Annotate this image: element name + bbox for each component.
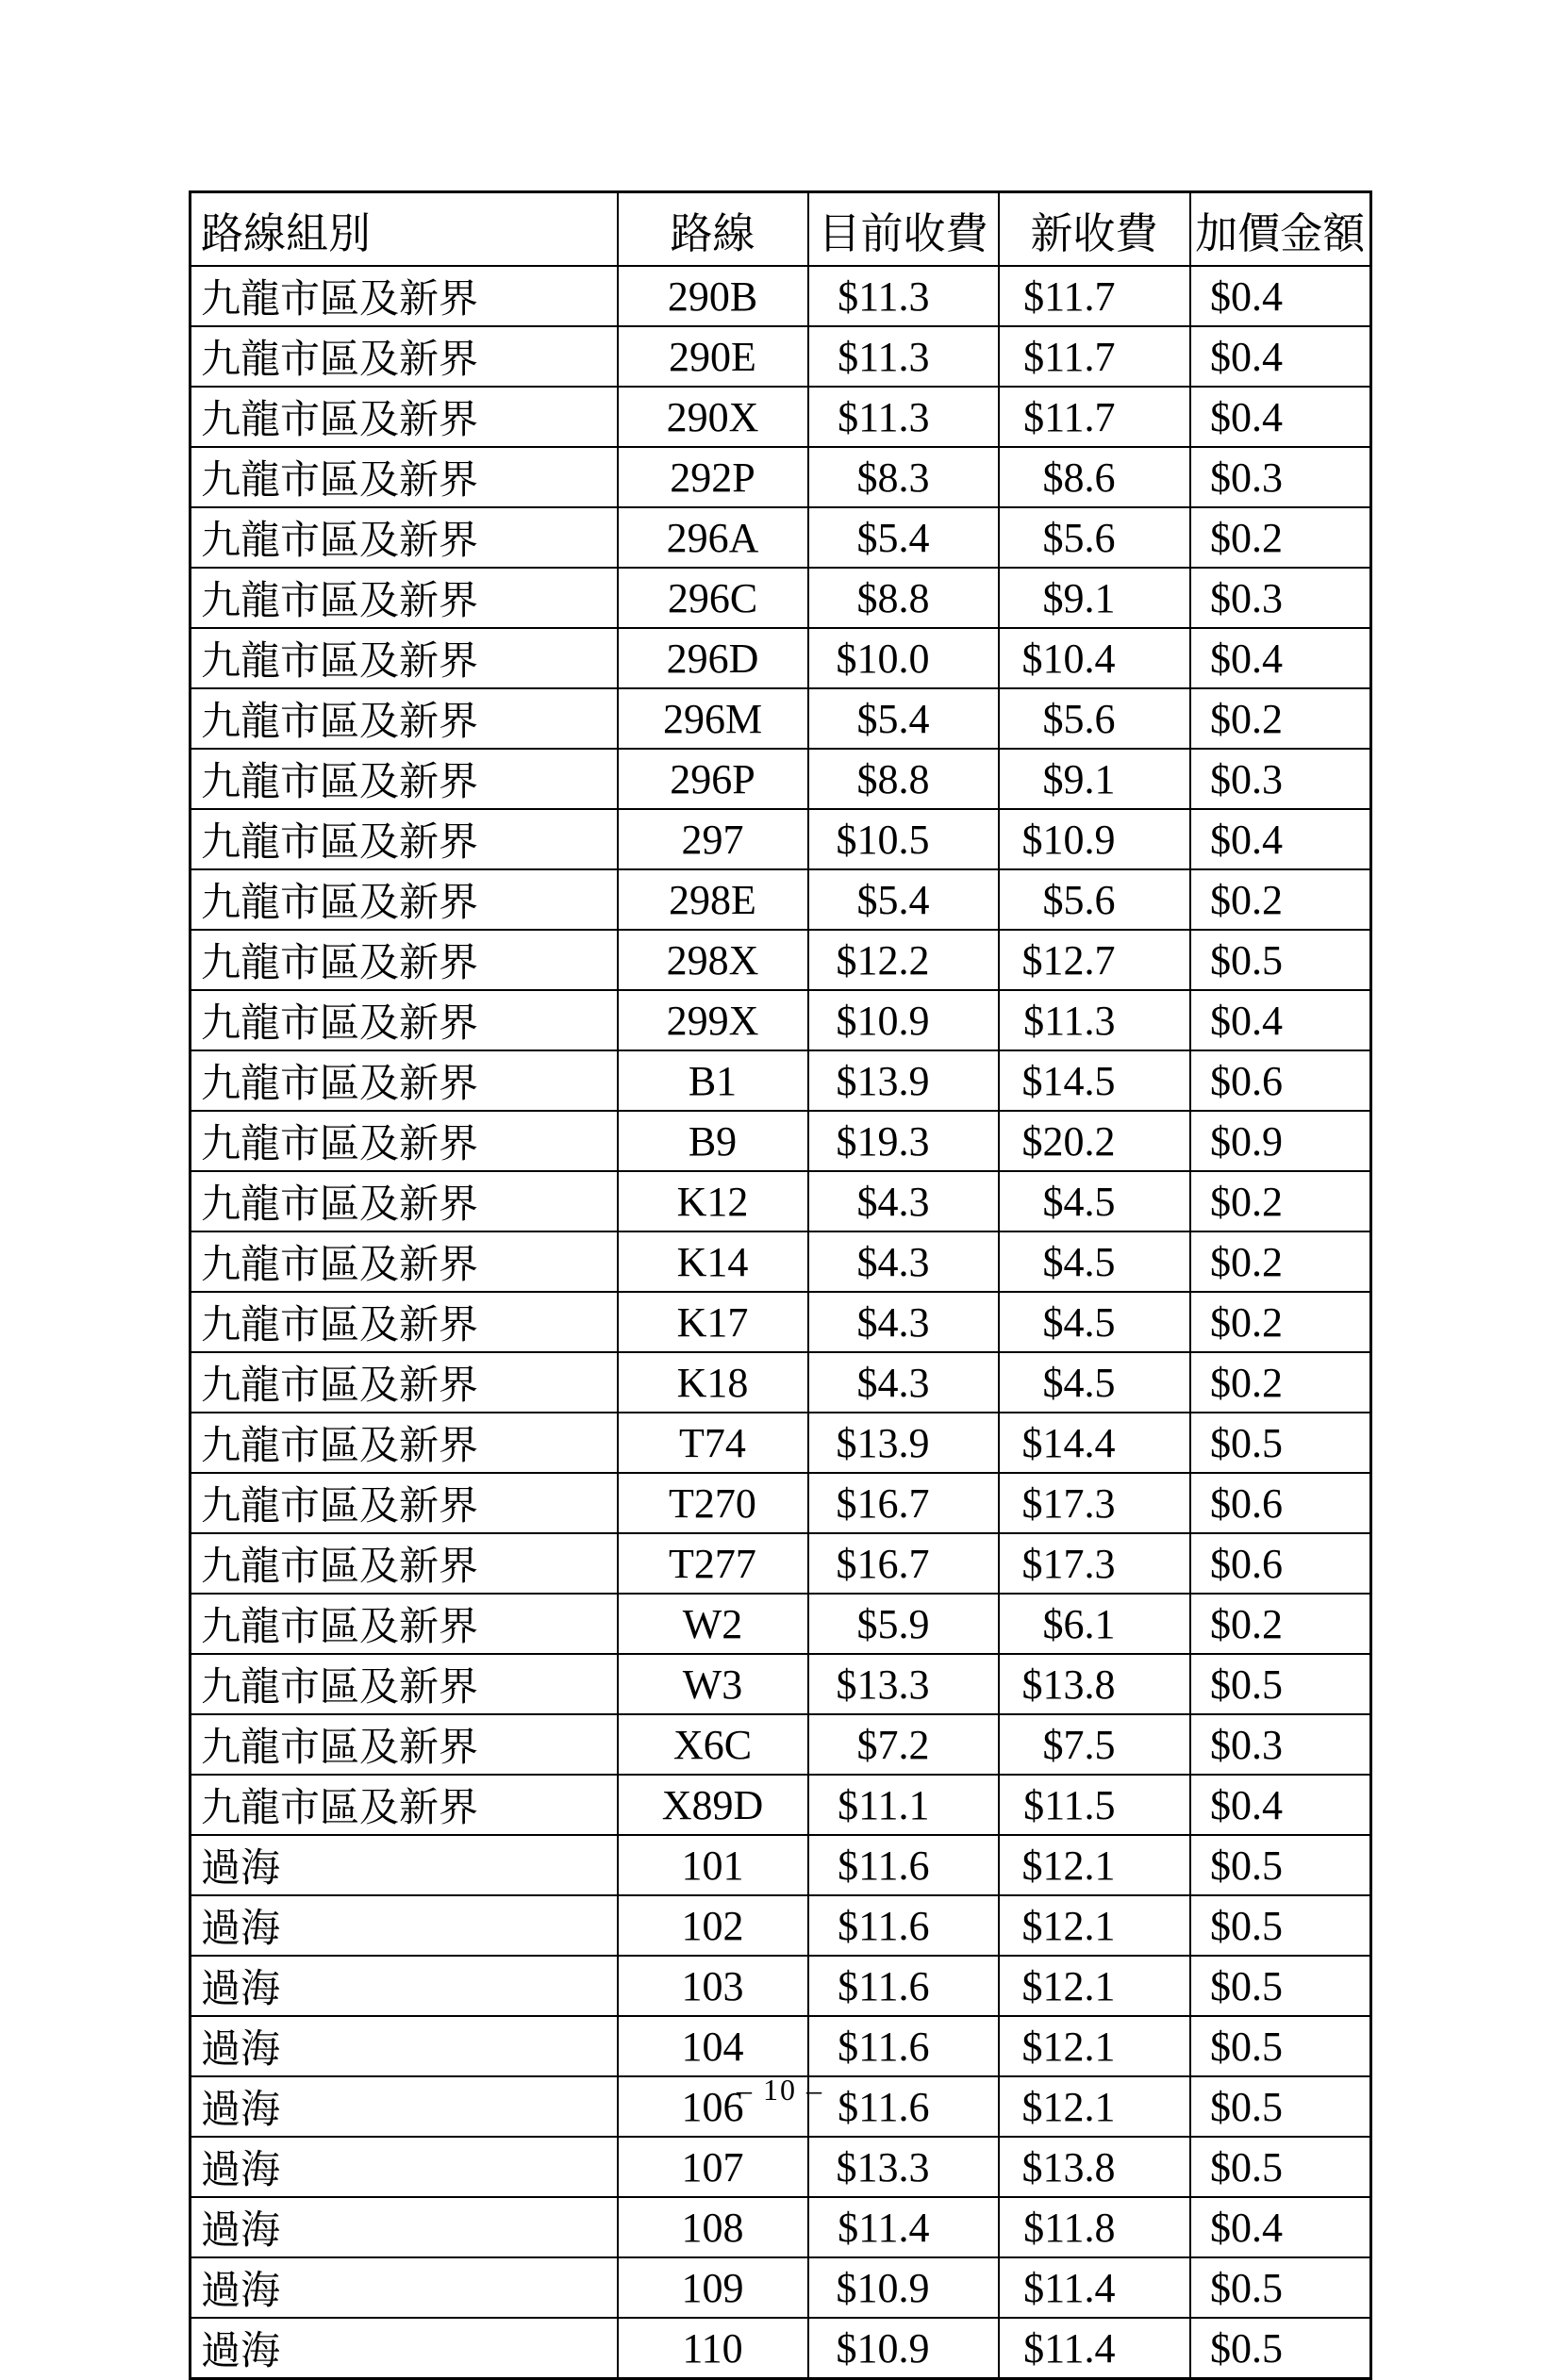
cell-route: K12 xyxy=(618,1171,808,1231)
table-row xyxy=(191,688,1371,749)
cell-new-fare: $11.8 xyxy=(999,2197,1190,2257)
table-body xyxy=(191,266,1371,2379)
cell-current-fare: $10.9 xyxy=(808,990,999,1050)
table-row xyxy=(191,447,1371,507)
cell-route-group: 九龍市區及新界 xyxy=(191,688,618,749)
cell-current-fare: $11.3 xyxy=(808,387,999,447)
cell-current-fare: $13.9 xyxy=(808,1050,999,1111)
table-row xyxy=(191,749,1371,809)
cell-route-group: 九龍市區及新界 xyxy=(191,1050,618,1111)
table-row xyxy=(191,2197,1371,2257)
cell-route: 296C xyxy=(618,568,808,628)
cell-increase-amount: $0.5 xyxy=(1190,1956,1371,2016)
cell-current-fare: $4.3 xyxy=(808,1352,999,1413)
cell-increase-amount: $0.3 xyxy=(1190,447,1371,507)
cell-route: 290E xyxy=(618,326,808,387)
cell-route-group: 九龍市區及新界 xyxy=(191,1594,618,1654)
cell-increase-amount: $0.5 xyxy=(1190,1835,1371,1895)
cell-route: T277 xyxy=(618,1533,808,1594)
cell-increase-amount: $0.4 xyxy=(1190,387,1371,447)
cell-route-group: 九龍市區及新界 xyxy=(191,809,618,869)
cell-new-fare: $11.4 xyxy=(999,2318,1190,2379)
cell-route-group: 九龍市區及新界 xyxy=(191,1352,618,1413)
cell-new-fare: $12.1 xyxy=(999,1956,1190,2016)
cell-route-group: 九龍市區及新界 xyxy=(191,1533,618,1594)
cell-new-fare: $10.9 xyxy=(999,809,1190,869)
table-row xyxy=(191,628,1371,688)
cell-new-fare: $9.1 xyxy=(999,568,1190,628)
cell-route: K14 xyxy=(618,1231,808,1292)
cell-new-fare: $4.5 xyxy=(999,1292,1190,1352)
cell-new-fare: $8.6 xyxy=(999,447,1190,507)
cell-current-fare: $10.0 xyxy=(808,628,999,688)
cell-new-fare: $12.7 xyxy=(999,930,1190,990)
table-row xyxy=(191,809,1371,869)
cell-new-fare: $14.4 xyxy=(999,1413,1190,1473)
cell-route-group: 九龍市區及新界 xyxy=(191,1775,618,1835)
cell-route: 106 xyxy=(618,2076,808,2137)
cell-current-fare: $12.2 xyxy=(808,930,999,990)
cell-new-fare: $13.8 xyxy=(999,1654,1190,1714)
cell-new-fare: $12.1 xyxy=(999,1835,1190,1895)
cell-route: 290B xyxy=(618,266,808,326)
cell-route: 108 xyxy=(618,2197,808,2257)
cell-route-group: 九龍市區及新界 xyxy=(191,1413,618,1473)
column-header-route: 路線 xyxy=(618,192,808,267)
cell-new-fare: $7.5 xyxy=(999,1714,1190,1775)
cell-current-fare: $5.4 xyxy=(808,869,999,930)
cell-new-fare: $4.5 xyxy=(999,1231,1190,1292)
table-row xyxy=(191,1413,1371,1473)
cell-route-group: 過海 xyxy=(191,1835,618,1895)
cell-route: 297 xyxy=(618,809,808,869)
cell-new-fare: $20.2 xyxy=(999,1111,1190,1171)
cell-increase-amount: $0.6 xyxy=(1190,1473,1371,1533)
cell-new-fare: $5.6 xyxy=(999,869,1190,930)
cell-current-fare: $16.7 xyxy=(808,1473,999,1533)
cell-increase-amount: $0.2 xyxy=(1190,1352,1371,1413)
cell-increase-amount: $0.4 xyxy=(1190,1775,1371,1835)
cell-route: 290X xyxy=(618,387,808,447)
cell-new-fare: $10.4 xyxy=(999,628,1190,688)
cell-new-fare: $17.3 xyxy=(999,1533,1190,1594)
table-row xyxy=(191,2137,1371,2197)
cell-increase-amount: $0.5 xyxy=(1190,2137,1371,2197)
cell-route: 296D xyxy=(618,628,808,688)
table-row xyxy=(191,568,1371,628)
cell-route-group: 九龍市區及新界 xyxy=(191,568,618,628)
cell-route-group: 過海 xyxy=(191,2076,618,2137)
column-header-current-fare: 目前收費 xyxy=(808,192,999,267)
table-row xyxy=(191,1714,1371,1775)
cell-route-group: 過海 xyxy=(191,2016,618,2076)
cell-increase-amount: $0.3 xyxy=(1190,568,1371,628)
cell-route: 103 xyxy=(618,1956,808,2016)
cell-route: 101 xyxy=(618,1835,808,1895)
cell-route-group: 九龍市區及新界 xyxy=(191,1231,618,1292)
cell-route: 292P xyxy=(618,447,808,507)
cell-current-fare: $4.3 xyxy=(808,1231,999,1292)
cell-route: K17 xyxy=(618,1292,808,1352)
cell-current-fare: $11.6 xyxy=(808,1835,999,1895)
cell-new-fare: $5.6 xyxy=(999,688,1190,749)
cell-route-group: 九龍市區及新界 xyxy=(191,447,618,507)
cell-increase-amount: $0.9 xyxy=(1190,1111,1371,1171)
cell-route: 104 xyxy=(618,2016,808,2076)
table-row xyxy=(191,2318,1371,2379)
cell-current-fare: $11.6 xyxy=(808,1956,999,2016)
cell-current-fare: $10.9 xyxy=(808,2257,999,2318)
table-row xyxy=(191,1533,1371,1594)
table-row xyxy=(191,1594,1371,1654)
cell-route: T74 xyxy=(618,1413,808,1473)
cell-new-fare: $11.5 xyxy=(999,1775,1190,1835)
cell-current-fare: $10.9 xyxy=(808,2318,999,2379)
cell-increase-amount: $0.2 xyxy=(1190,1594,1371,1654)
table-row xyxy=(191,1835,1371,1895)
cell-current-fare: $11.6 xyxy=(808,1895,999,1956)
cell-route-group: 九龍市區及新界 xyxy=(191,1292,618,1352)
cell-new-fare: $11.4 xyxy=(999,2257,1190,2318)
table-row xyxy=(191,387,1371,447)
cell-new-fare: $11.7 xyxy=(999,266,1190,326)
cell-increase-amount: $0.4 xyxy=(1190,266,1371,326)
cell-current-fare: $13.3 xyxy=(808,1654,999,1714)
cell-current-fare: $11.3 xyxy=(808,266,999,326)
table-row xyxy=(191,930,1371,990)
cell-route: 296A xyxy=(618,507,808,568)
table-row xyxy=(191,1050,1371,1111)
cell-route: 110 xyxy=(618,2318,808,2379)
cell-route-group: 九龍市區及新界 xyxy=(191,1654,618,1714)
cell-route-group: 過海 xyxy=(191,1956,618,2016)
table-row xyxy=(191,1775,1371,1835)
cell-current-fare: $4.3 xyxy=(808,1171,999,1231)
table-row xyxy=(191,1111,1371,1171)
table-header-row xyxy=(191,192,1371,267)
cell-new-fare: $13.8 xyxy=(999,2137,1190,2197)
cell-route-group: 九龍市區及新界 xyxy=(191,990,618,1050)
cell-increase-amount: $0.5 xyxy=(1190,2016,1371,2076)
cell-route: 298E xyxy=(618,869,808,930)
cell-route: 299X xyxy=(618,990,808,1050)
cell-route-group: 九龍市區及新界 xyxy=(191,1171,618,1231)
cell-current-fare: $7.2 xyxy=(808,1714,999,1775)
cell-new-fare: $11.3 xyxy=(999,990,1190,1050)
cell-increase-amount: $0.4 xyxy=(1190,809,1371,869)
cell-increase-amount: $0.2 xyxy=(1190,869,1371,930)
table-row xyxy=(191,1956,1371,2016)
cell-current-fare: $19.3 xyxy=(808,1111,999,1171)
cell-current-fare: $13.3 xyxy=(808,2137,999,2197)
cell-current-fare: $8.3 xyxy=(808,447,999,507)
table-row xyxy=(191,2257,1371,2318)
cell-route: T270 xyxy=(618,1473,808,1533)
cell-new-fare: $9.1 xyxy=(999,749,1190,809)
cell-route-group: 九龍市區及新界 xyxy=(191,749,618,809)
cell-route-group: 九龍市區及新界 xyxy=(191,326,618,387)
cell-increase-amount: $0.2 xyxy=(1190,507,1371,568)
cell-current-fare: $5.4 xyxy=(808,507,999,568)
cell-route: 298X xyxy=(618,930,808,990)
cell-new-fare: $4.5 xyxy=(999,1352,1190,1413)
cell-increase-amount: $0.5 xyxy=(1190,2076,1371,2137)
table-row xyxy=(191,326,1371,387)
cell-increase-amount: $0.3 xyxy=(1190,749,1371,809)
cell-route: W2 xyxy=(618,1594,808,1654)
table-row xyxy=(191,1352,1371,1413)
cell-current-fare: $5.4 xyxy=(808,688,999,749)
cell-current-fare: $11.6 xyxy=(808,2016,999,2076)
cell-increase-amount: $0.2 xyxy=(1190,1171,1371,1231)
cell-increase-amount: $0.3 xyxy=(1190,1714,1371,1775)
cell-route-group: 九龍市區及新界 xyxy=(191,869,618,930)
table-row xyxy=(191,1473,1371,1533)
cell-increase-amount: $0.2 xyxy=(1190,688,1371,749)
table-row xyxy=(191,507,1371,568)
cell-route-group: 九龍市區及新界 xyxy=(191,930,618,990)
cell-route-group: 過海 xyxy=(191,1895,618,1956)
cell-new-fare: $17.3 xyxy=(999,1473,1190,1533)
cell-current-fare: $11.4 xyxy=(808,2197,999,2257)
cell-increase-amount: $0.4 xyxy=(1190,326,1371,387)
cell-current-fare: $5.9 xyxy=(808,1594,999,1654)
cell-route: W3 xyxy=(618,1654,808,1714)
cell-route: X6C xyxy=(618,1714,808,1775)
column-header-new-fare: 新收費 xyxy=(999,192,1190,267)
cell-route: X89D xyxy=(618,1775,808,1835)
cell-increase-amount: $0.5 xyxy=(1190,2318,1371,2379)
cell-route-group: 九龍市區及新界 xyxy=(191,628,618,688)
cell-increase-amount: $0.5 xyxy=(1190,1895,1371,1956)
cell-current-fare: $16.7 xyxy=(808,1533,999,1594)
cell-current-fare: $8.8 xyxy=(808,568,999,628)
column-header-increase-amount: 加價金額 xyxy=(1190,192,1371,267)
cell-route-group: 過海 xyxy=(191,2137,618,2197)
table-row xyxy=(191,1171,1371,1231)
cell-route: 107 xyxy=(618,2137,808,2197)
cell-route: 296P xyxy=(618,749,808,809)
cell-route: B1 xyxy=(618,1050,808,1111)
cell-increase-amount: $0.6 xyxy=(1190,1533,1371,1594)
cell-current-fare: $11.3 xyxy=(808,326,999,387)
cell-new-fare: $12.1 xyxy=(999,2016,1190,2076)
cell-route: K18 xyxy=(618,1352,808,1413)
cell-current-fare: $4.3 xyxy=(808,1292,999,1352)
cell-new-fare: $11.7 xyxy=(999,387,1190,447)
cell-route: B9 xyxy=(618,1111,808,1171)
cell-current-fare: $11.6 xyxy=(808,2076,999,2137)
table-row xyxy=(191,869,1371,930)
cell-current-fare: $8.8 xyxy=(808,749,999,809)
table-row xyxy=(191,1231,1371,1292)
table-row xyxy=(191,1654,1371,1714)
cell-route-group: 過海 xyxy=(191,2318,618,2379)
table-row xyxy=(191,2016,1371,2076)
cell-new-fare: $6.1 xyxy=(999,1594,1190,1654)
cell-increase-amount: $0.4 xyxy=(1190,628,1371,688)
cell-current-fare: $11.1 xyxy=(808,1775,999,1835)
cell-current-fare: $10.5 xyxy=(808,809,999,869)
cell-new-fare: $5.6 xyxy=(999,507,1190,568)
cell-increase-amount: $0.5 xyxy=(1190,930,1371,990)
cell-increase-amount: $0.5 xyxy=(1190,1654,1371,1714)
table-row xyxy=(191,1895,1371,1956)
cell-new-fare: $14.5 xyxy=(999,1050,1190,1111)
cell-route-group: 過海 xyxy=(191,2257,618,2318)
cell-increase-amount: $0.5 xyxy=(1190,2257,1371,2318)
column-header-route-group: 路線組別 xyxy=(191,192,618,267)
table-row xyxy=(191,990,1371,1050)
cell-increase-amount: $0.2 xyxy=(1190,1292,1371,1352)
cell-new-fare: $4.5 xyxy=(999,1171,1190,1231)
cell-route: 109 xyxy=(618,2257,808,2318)
cell-route: 296M xyxy=(618,688,808,749)
cell-route: 102 xyxy=(618,1895,808,1956)
cell-new-fare: $12.1 xyxy=(999,2076,1190,2137)
cell-route-group: 過海 xyxy=(191,2197,618,2257)
cell-increase-amount: $0.6 xyxy=(1190,1050,1371,1111)
cell-new-fare: $12.1 xyxy=(999,1895,1190,1956)
fare-table xyxy=(189,190,1372,2380)
cell-increase-amount: $0.4 xyxy=(1190,2197,1371,2257)
cell-increase-amount: $0.4 xyxy=(1190,990,1371,1050)
cell-route-group: 九龍市區及新界 xyxy=(191,387,618,447)
cell-current-fare: $13.9 xyxy=(808,1413,999,1473)
cell-route-group: 九龍市區及新界 xyxy=(191,266,618,326)
cell-route-group: 九龍市區及新界 xyxy=(191,507,618,568)
table-row xyxy=(191,266,1371,326)
cell-increase-amount: $0.2 xyxy=(1190,1231,1371,1292)
cell-route-group: 九龍市區及新界 xyxy=(191,1111,618,1171)
cell-route-group: 九龍市區及新界 xyxy=(191,1473,618,1533)
cell-route-group: 九龍市區及新界 xyxy=(191,1714,618,1775)
page-number: – 10 – xyxy=(737,2073,823,2107)
table-row xyxy=(191,1292,1371,1352)
cell-new-fare: $11.7 xyxy=(999,326,1190,387)
cell-increase-amount: $0.5 xyxy=(1190,1413,1371,1473)
